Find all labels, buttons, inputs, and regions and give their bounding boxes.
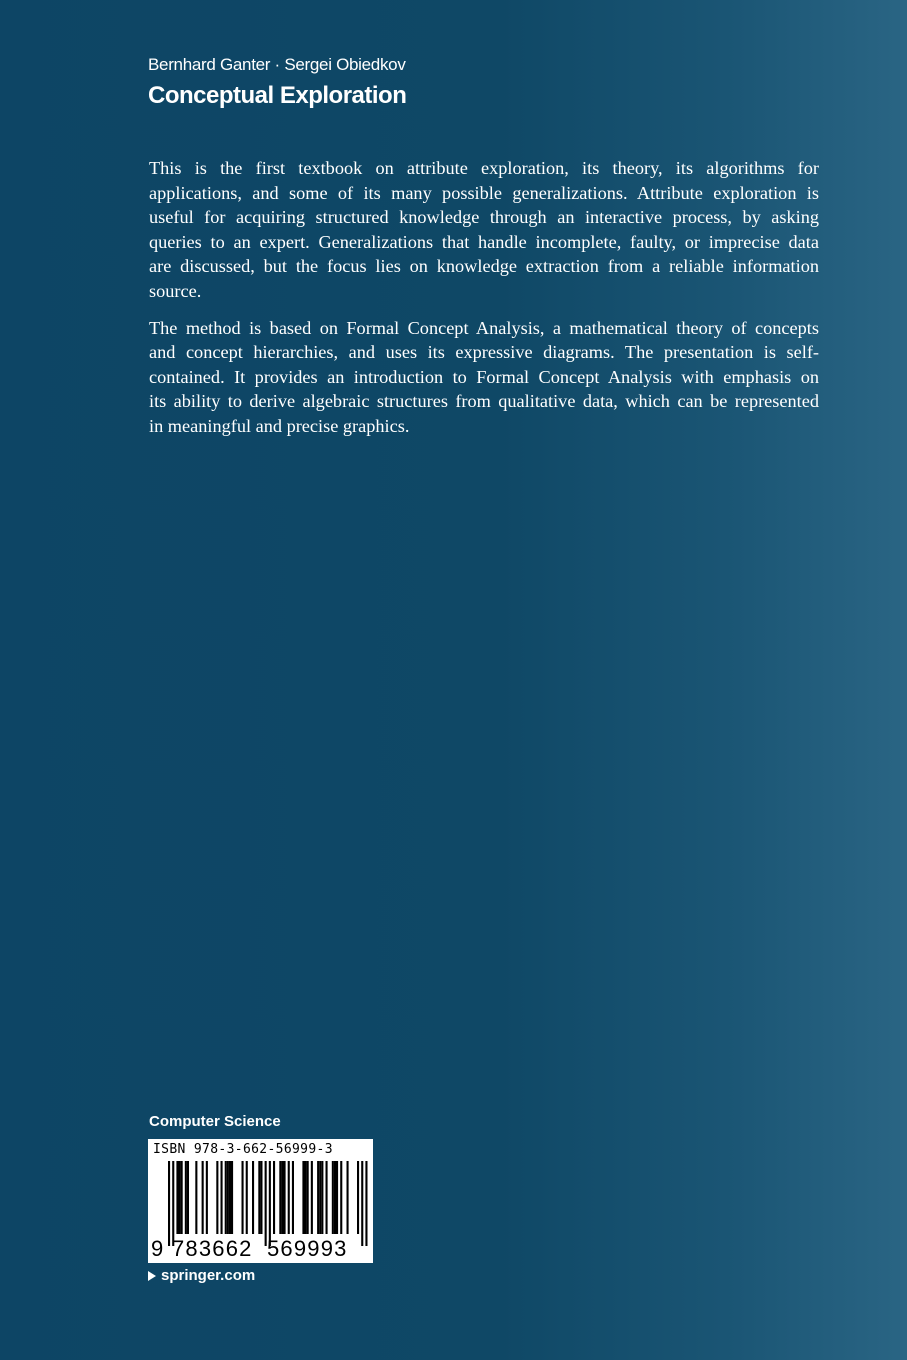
publisher-link[interactable] bbox=[148, 1267, 255, 1284]
barcode-bar bbox=[357, 1161, 359, 1234]
barcode-guard-bar bbox=[269, 1161, 271, 1246]
barcode-bar bbox=[221, 1161, 223, 1234]
barcode-bar bbox=[347, 1161, 349, 1234]
barcode-bar bbox=[227, 1161, 229, 1234]
blurb-line: are discussed, but the focus lies on knowledge extraction from a reliable information bbox=[149, 256, 819, 277]
blurb-line: queries to an expert. Generalizations that handle incomplete, faulty, or imprecise data bbox=[149, 231, 819, 252]
barcode-bar bbox=[279, 1161, 281, 1234]
barcode-bar bbox=[326, 1161, 328, 1234]
barcode-guard-bar bbox=[365, 1161, 367, 1246]
barcode-guard-bar bbox=[172, 1161, 174, 1246]
barcode-bar bbox=[185, 1161, 187, 1234]
barcode-bar bbox=[216, 1161, 218, 1234]
blurb-line: its ability to derive algebraic structures from qualitative data, which can be represented bbox=[149, 391, 819, 412]
publisher-link-text: springer.com bbox=[161, 1267, 256, 1284]
barcode-bar bbox=[336, 1161, 338, 1234]
isbn-label: ISBN 978-3-662-56999-3 bbox=[153, 1142, 333, 1157]
barcode-bar bbox=[321, 1161, 323, 1234]
book-title: Conceptual Exploration bbox=[148, 82, 407, 109]
barcode-bar bbox=[195, 1161, 197, 1234]
barcode-bar bbox=[179, 1161, 181, 1234]
barcode-bar bbox=[181, 1161, 183, 1234]
barcode-bar bbox=[319, 1161, 321, 1234]
barcode-bar bbox=[225, 1161, 227, 1234]
barcode-bar bbox=[332, 1161, 334, 1234]
barcode-bar bbox=[260, 1161, 262, 1234]
barcode-bar bbox=[307, 1161, 309, 1234]
blurb-paragraph-2 bbox=[149, 316, 819, 439]
blurb-line: source. bbox=[149, 280, 202, 301]
barcode-bar bbox=[292, 1161, 294, 1234]
blurb-paragraph-1 bbox=[149, 156, 819, 304]
barcode-bar bbox=[284, 1161, 286, 1234]
barcode-bar bbox=[317, 1161, 319, 1234]
blurb-line: applications, and some of its many possible generalizations. Attribute exploration is bbox=[149, 182, 819, 203]
blurb-line: and concept hierarchies, and uses its expressive diagrams. The presentation is self- bbox=[149, 342, 819, 363]
barcode-bar bbox=[288, 1161, 290, 1234]
barcode-bar bbox=[231, 1161, 233, 1234]
barcode-bar bbox=[273, 1161, 275, 1234]
blurb-line: The method is based on Formal Concept Analysis, a mathematical theory of concepts bbox=[149, 317, 819, 338]
blurb-line: useful for acquiring structured knowledge through an interactive process, by asking bbox=[149, 207, 819, 228]
blurb bbox=[149, 156, 819, 451]
barcode-bar bbox=[258, 1161, 260, 1234]
arrow-right-icon bbox=[148, 1271, 156, 1281]
barcode-guard-bar bbox=[361, 1161, 363, 1246]
authors: Bernhard Ganter · Sergei Obiedkov bbox=[148, 55, 406, 74]
barcode-bar bbox=[176, 1161, 178, 1234]
isbn-barcode bbox=[148, 1139, 373, 1263]
ean-right-group: 569993 bbox=[267, 1236, 348, 1261]
barcode-bar bbox=[302, 1161, 304, 1234]
barcode-bar bbox=[305, 1161, 307, 1234]
barcode-bar bbox=[187, 1161, 189, 1234]
barcode-bar bbox=[229, 1161, 231, 1234]
barcode-guard-bar bbox=[265, 1161, 267, 1246]
barcode-bar bbox=[202, 1161, 204, 1234]
barcode-bar bbox=[281, 1161, 283, 1234]
barcode-bar bbox=[334, 1161, 336, 1234]
barcode-guard-bar bbox=[168, 1161, 170, 1246]
barcode-bar bbox=[340, 1161, 342, 1234]
barcode-bar bbox=[242, 1161, 244, 1234]
blurb-line: This is the first textbook on attribute exploration, its theory, its algorithms for bbox=[149, 158, 819, 178]
barcode-bar bbox=[206, 1161, 208, 1234]
ean-first-digit: 9 bbox=[151, 1236, 164, 1261]
barcode-bar bbox=[246, 1161, 248, 1234]
barcode-bar bbox=[311, 1161, 313, 1234]
ean-left-group: 783662 bbox=[172, 1236, 253, 1261]
barcode-bar bbox=[252, 1161, 254, 1234]
blurb-line: contained. It provides an introduction to Formal Concept Analysis with emphasis on bbox=[149, 366, 819, 387]
blurb-line: in meaningful and precise graphics. bbox=[149, 415, 410, 436]
subject-category: Computer Science bbox=[149, 1113, 281, 1130]
